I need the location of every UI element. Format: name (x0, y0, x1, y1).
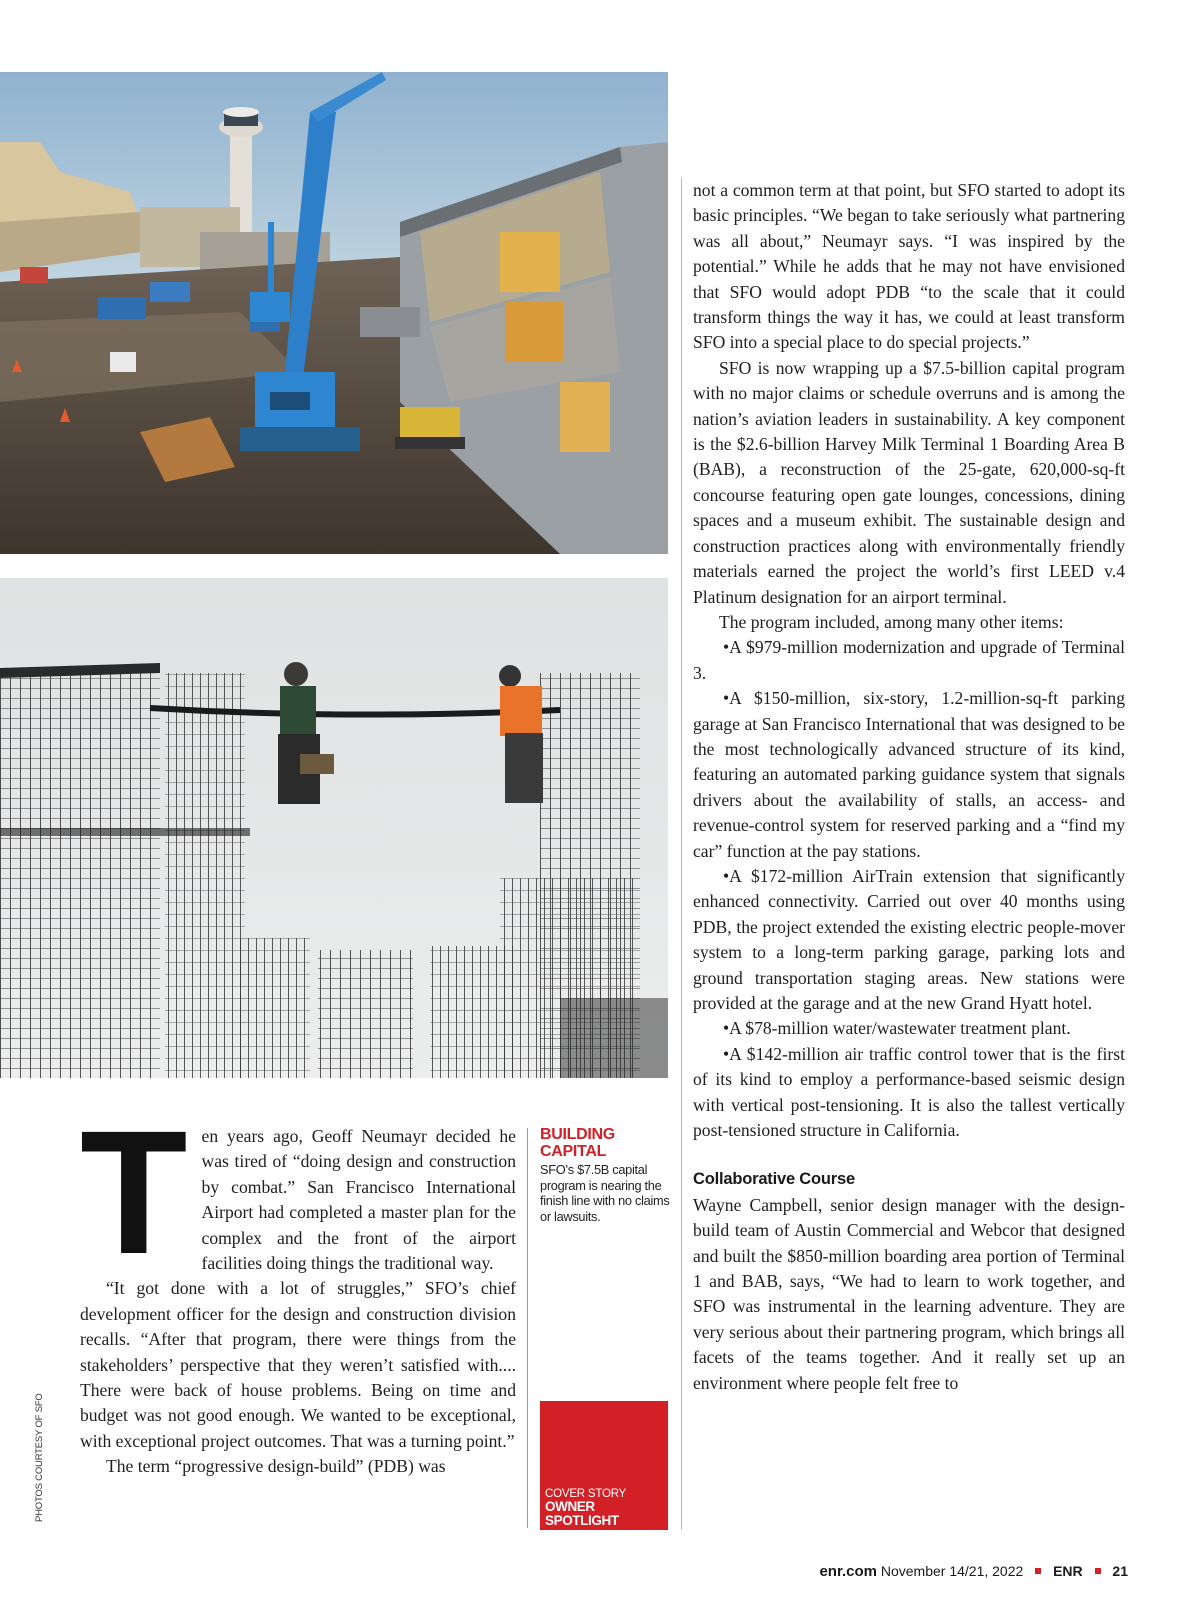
bullet-item: •A $979-million modernization and upgrade of Terminal 3. (693, 637, 1125, 683)
badge-title (545, 1500, 663, 1527)
badge-title-line: OWNER (545, 1499, 595, 1514)
sidebar-headline (540, 1126, 670, 1160)
column-rule (681, 178, 682, 1530)
paragraph: SFO is now wrapping up a $7.5-billion capital program with no major claims or schedule overruns and is among the nation’s aviation leaders in sustainability. A key component is the $2.6-billion Harvey Milk Terminal 1 Boarding Area B (BAB), a reconstruction of the 25-gate, 620,000-sq-ft concourse featuring open gate lounges, concessions, dining spaces and a museum exhibit. The sustainable design and construction practices along with environmentally friendly materials earned the project the world’s first LEED v.4 Platinum designation for an airport terminal. (693, 357, 1125, 607)
bullet-item: •A $142-million air traffic control tower that is the first of its kind to employ a performance-based seismic design with vertical post-tensioning. It is also the tallest vertically post-tensioned structure in California. (693, 1043, 1125, 1141)
paragraph: Wayne Campbell, senior design manager with the design-build team of Austin Commercial and Webcor that designed and built the $850-million boarding area portion of Terminal 1 and BAB, says, “We had to learn to work together, and SFO was instrumental in the learning adventure. They are very serious about their partnering program, which brings all facets of the teams together. And it really set up an environment where people felt free to (693, 1194, 1125, 1393)
sidebar-headline-line: BUILDING (540, 1126, 615, 1143)
sidebar-deck: SFO’s $7.5B capital program is nearing the finish line with no claims or lawsuits. (540, 1162, 670, 1224)
folio-magazine: ENR (1053, 1563, 1083, 1579)
photo-credit: PHOTOS COURTESY OF SFO (34, 1393, 45, 1522)
bullet-item: •A $150-million, six-story, 1.2-million-sq-ft parking garage at San Francisco International that was designed to be the most technologically advanced structure of its kind, featuring an automated parking guidance system that signals drivers about the availability of stalls, an access- and revenue-control system for reserved parking and a “find my car” function at the pay stations. (693, 688, 1125, 861)
drop-cap: T (80, 1095, 188, 1291)
bullet-item: •A $172-million AirTrain extension that significantly enhanced connectivity. Carried out over 40 months using PDB, the project extended the existing electric people-mover system to a long-term parking garage, parking lots and ground transportation staging areas. New stations were provided at the garage and at the new Grand Hyatt hotel. (693, 865, 1125, 1013)
paragraph: “It got done with a lot of struggles,” SFO’s chief development officer for the design and construction division recalls. “After that program, there were things from the stakeholders’ perspective that they weren’t satisfied with.... There were back of house problems. Being on time and budget was not good enough. We wanted to be exceptional, with exceptional project outcomes. That was a turning point.” (80, 1278, 516, 1451)
bullet-item: •A $78-million water/wastewater treatment plant. (723, 1018, 1071, 1039)
photo-construction-site (0, 72, 668, 554)
article-column-right (693, 178, 1125, 1396)
paragraph: en years ago, Geoff Neumayr decided he was tired of “doing design and construction by combat.” San Francisco International Airport had completed a master plan for the complex and the front of the airport facilities doing things the traditional way. (201, 1126, 516, 1274)
badge-kicker: COVER STORY (545, 1488, 627, 1500)
folio-date: November 14/21, 2022 (880, 1563, 1024, 1579)
paragraph: The program included, among many other items: (719, 611, 1064, 632)
square-bullet-icon (1095, 1568, 1101, 1574)
paragraph: The term “progressive design-build” (PDB) was (106, 1456, 446, 1477)
page-folio (819, 1563, 1128, 1580)
section-subhead: Collaborative Course (693, 1170, 855, 1189)
page-number: 21 (1112, 1563, 1128, 1579)
photo-ironworkers-rebar (0, 578, 668, 1078)
paragraph: not a common term at that point, but SFO started to adopt its basic principles. “We began to take seriously what partnering was all about,” Neumayr says. “I was inspired by the potential.” While he adds that he may not have envisioned that SFO would adopt PDB “to the scale that it could transform things the way it has, we could at least transform SFO into a special place to do special projects.” (693, 180, 1125, 353)
sidebar-rule (527, 1128, 528, 1528)
badge-title-line: SPOTLIGHT (545, 1512, 619, 1528)
cover-story-badge (540, 1401, 668, 1530)
folio-site: enr.com (819, 1563, 877, 1580)
article-column-left (80, 1095, 516, 1480)
square-bullet-icon (1035, 1568, 1041, 1574)
sidebar-headline-line: CAPITAL (540, 1143, 607, 1160)
